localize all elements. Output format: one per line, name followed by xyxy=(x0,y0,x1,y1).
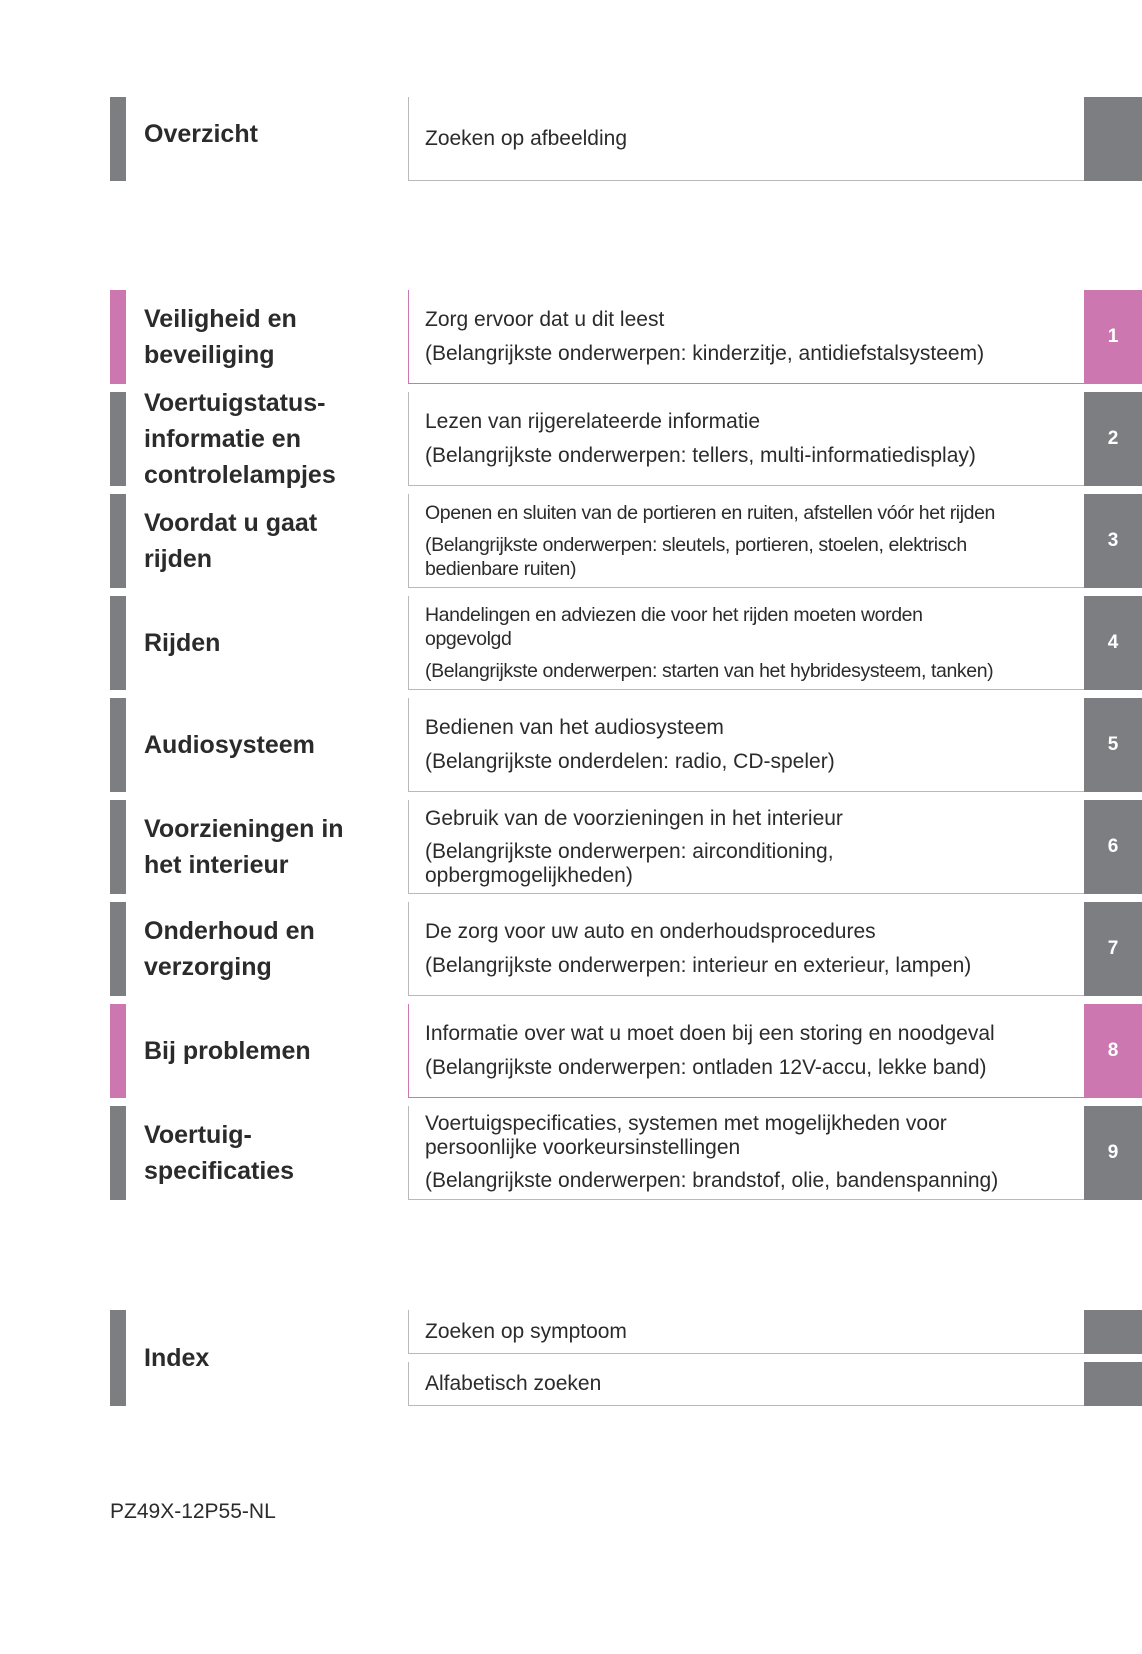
overview-tab[interactable] xyxy=(1084,97,1142,181)
chapter-tab[interactable]: 6 xyxy=(1084,800,1142,894)
chapter-bar xyxy=(110,494,126,588)
overview-description: Zoeken op afbeelding xyxy=(425,126,627,150)
chapter-title: Bij problemen xyxy=(144,1037,311,1065)
chapter-line1: Voertuigspecificaties, systemen met mogelijkheden voor persoonlijke voorkeursinstellingen xyxy=(425,1111,947,1159)
chapter-tab[interactable]: 2 xyxy=(1084,392,1142,486)
chapter-line1: Openen en sluiten van de portieren en ruiten, afstellen vóór het rijden xyxy=(425,501,995,524)
chapter-bar xyxy=(110,1106,126,1200)
chapter-row-5[interactable] xyxy=(110,698,1142,792)
chapter-tab[interactable]: 9 xyxy=(1084,1106,1142,1200)
chapter-line2: (Belangrijkste onderwerpen: ontladen 12V-accu, lekke band) xyxy=(425,1055,987,1079)
chapter-bar xyxy=(110,1004,126,1098)
chapter-title: Onderhoud en verzorging xyxy=(144,917,315,981)
chapter-description xyxy=(408,800,1084,894)
chapter-title: Voorzieningen in het interieur xyxy=(144,815,344,879)
overview-row[interactable] xyxy=(110,97,1142,181)
chapter-row-9[interactable] xyxy=(110,1106,1142,1200)
chapter-row-3[interactable] xyxy=(110,494,1142,588)
index-bar xyxy=(110,1310,126,1406)
chapter-line1: Handelingen en adviezen die voor het rijden moeten worden opgevolgd xyxy=(425,603,923,650)
chapter-title: Audiosysteem xyxy=(144,731,315,759)
chapter-row-7[interactable] xyxy=(110,902,1142,996)
chapter-row-2[interactable] xyxy=(110,389,1142,489)
chapter-title: Voordat u gaat rijden xyxy=(144,509,318,573)
index-tab-alphabetical[interactable] xyxy=(1084,1362,1142,1406)
chapter-row-1[interactable] xyxy=(110,290,1142,384)
chapter-line2: (Belangrijkste onderwerpen: airconditioning, opbergmogelijkheden) xyxy=(425,839,834,887)
chapter-line2: (Belangrijkste onderwerpen: tellers, multi-informatiedisplay) xyxy=(425,443,976,467)
chapter-line1: De zorg voor uw auto en onderhoudsprocedures xyxy=(425,919,876,943)
chapter-line2: (Belangrijkste onderwerpen: starten van het hybridesysteem, tanken) xyxy=(425,659,994,682)
chapter-description xyxy=(408,290,1084,384)
overview-bar xyxy=(110,97,126,181)
chapter-line1: Zorg ervoor dat u dit leest xyxy=(425,307,665,331)
overview-title: Overzicht xyxy=(144,120,258,148)
index-item-alphabetical[interactable]: Alfabetisch zoeken xyxy=(408,1362,1084,1406)
chapter-tab[interactable]: 3 xyxy=(1084,494,1142,588)
chapter-row-4[interactable] xyxy=(110,596,1142,690)
chapter-bar xyxy=(110,596,126,690)
index-row xyxy=(110,1310,1142,1406)
chapter-row-8[interactable] xyxy=(110,1004,1142,1098)
document-code: PZ49X-12P55-NL xyxy=(110,1500,276,1523)
chapter-tab[interactable]: 7 xyxy=(1084,902,1142,996)
chapter-bar xyxy=(110,800,126,894)
chapter-title: Voertuig- specificaties xyxy=(144,1121,295,1185)
chapter-bar xyxy=(110,392,126,486)
chapter-line2: (Belangrijkste onderdelen: radio, CD-speler) xyxy=(425,749,835,773)
chapter-title: Veiligheid en beveiliging xyxy=(144,305,297,369)
chapter-description xyxy=(408,596,1084,690)
chapter-tab[interactable]: 1 xyxy=(1084,290,1142,384)
chapter-title: Voertuigstatus- informatie en controlelampjes xyxy=(144,389,336,489)
chapter-description xyxy=(408,698,1084,792)
chapter-line2: (Belangrijkste onderwerpen: kinderzitje, antidiefstalsysteem) xyxy=(425,341,985,365)
overview-box xyxy=(408,97,1084,181)
chapter-title: Rijden xyxy=(144,629,221,657)
chapter-bar xyxy=(110,290,126,384)
chapter-line2: (Belangrijkste onderwerpen: interieur en exterieur, lampen) xyxy=(425,953,972,977)
chapter-row-6[interactable] xyxy=(110,800,1142,894)
chapter-line2: (Belangrijkste onderwerpen: brandstof, olie, bandenspanning) xyxy=(425,1168,999,1192)
chapter-line1: Lezen van rijgerelateerde informatie xyxy=(425,409,761,433)
chapter-description xyxy=(408,1106,1084,1200)
chapter-tab[interactable]: 5 xyxy=(1084,698,1142,792)
chapter-tab[interactable]: 4 xyxy=(1084,596,1142,690)
index-item-symptom[interactable]: Zoeken op symptoom xyxy=(408,1310,1084,1354)
index-tab-symptom[interactable] xyxy=(1084,1310,1142,1354)
chapter-line1: Bedienen van het audiosysteem xyxy=(425,715,724,739)
chapter-line1: Gebruik van de voorzieningen in het interieur xyxy=(425,806,843,830)
chapter-description xyxy=(408,902,1084,996)
chapter-bar xyxy=(110,902,126,996)
chapter-bar xyxy=(110,698,126,792)
index-title: Index xyxy=(144,1344,210,1372)
chapter-description xyxy=(408,494,1084,588)
chapter-line2: (Belangrijkste onderwerpen: sleutels, portieren, stoelen, elektrisch bedienbare ruiten) xyxy=(425,533,967,580)
chapter-tab[interactable]: 8 xyxy=(1084,1004,1142,1098)
chapter-description xyxy=(408,392,1084,486)
chapter-line1: Informatie over wat u moet doen bij een storing en noodgeval xyxy=(425,1021,995,1045)
chapter-description xyxy=(408,1004,1084,1098)
